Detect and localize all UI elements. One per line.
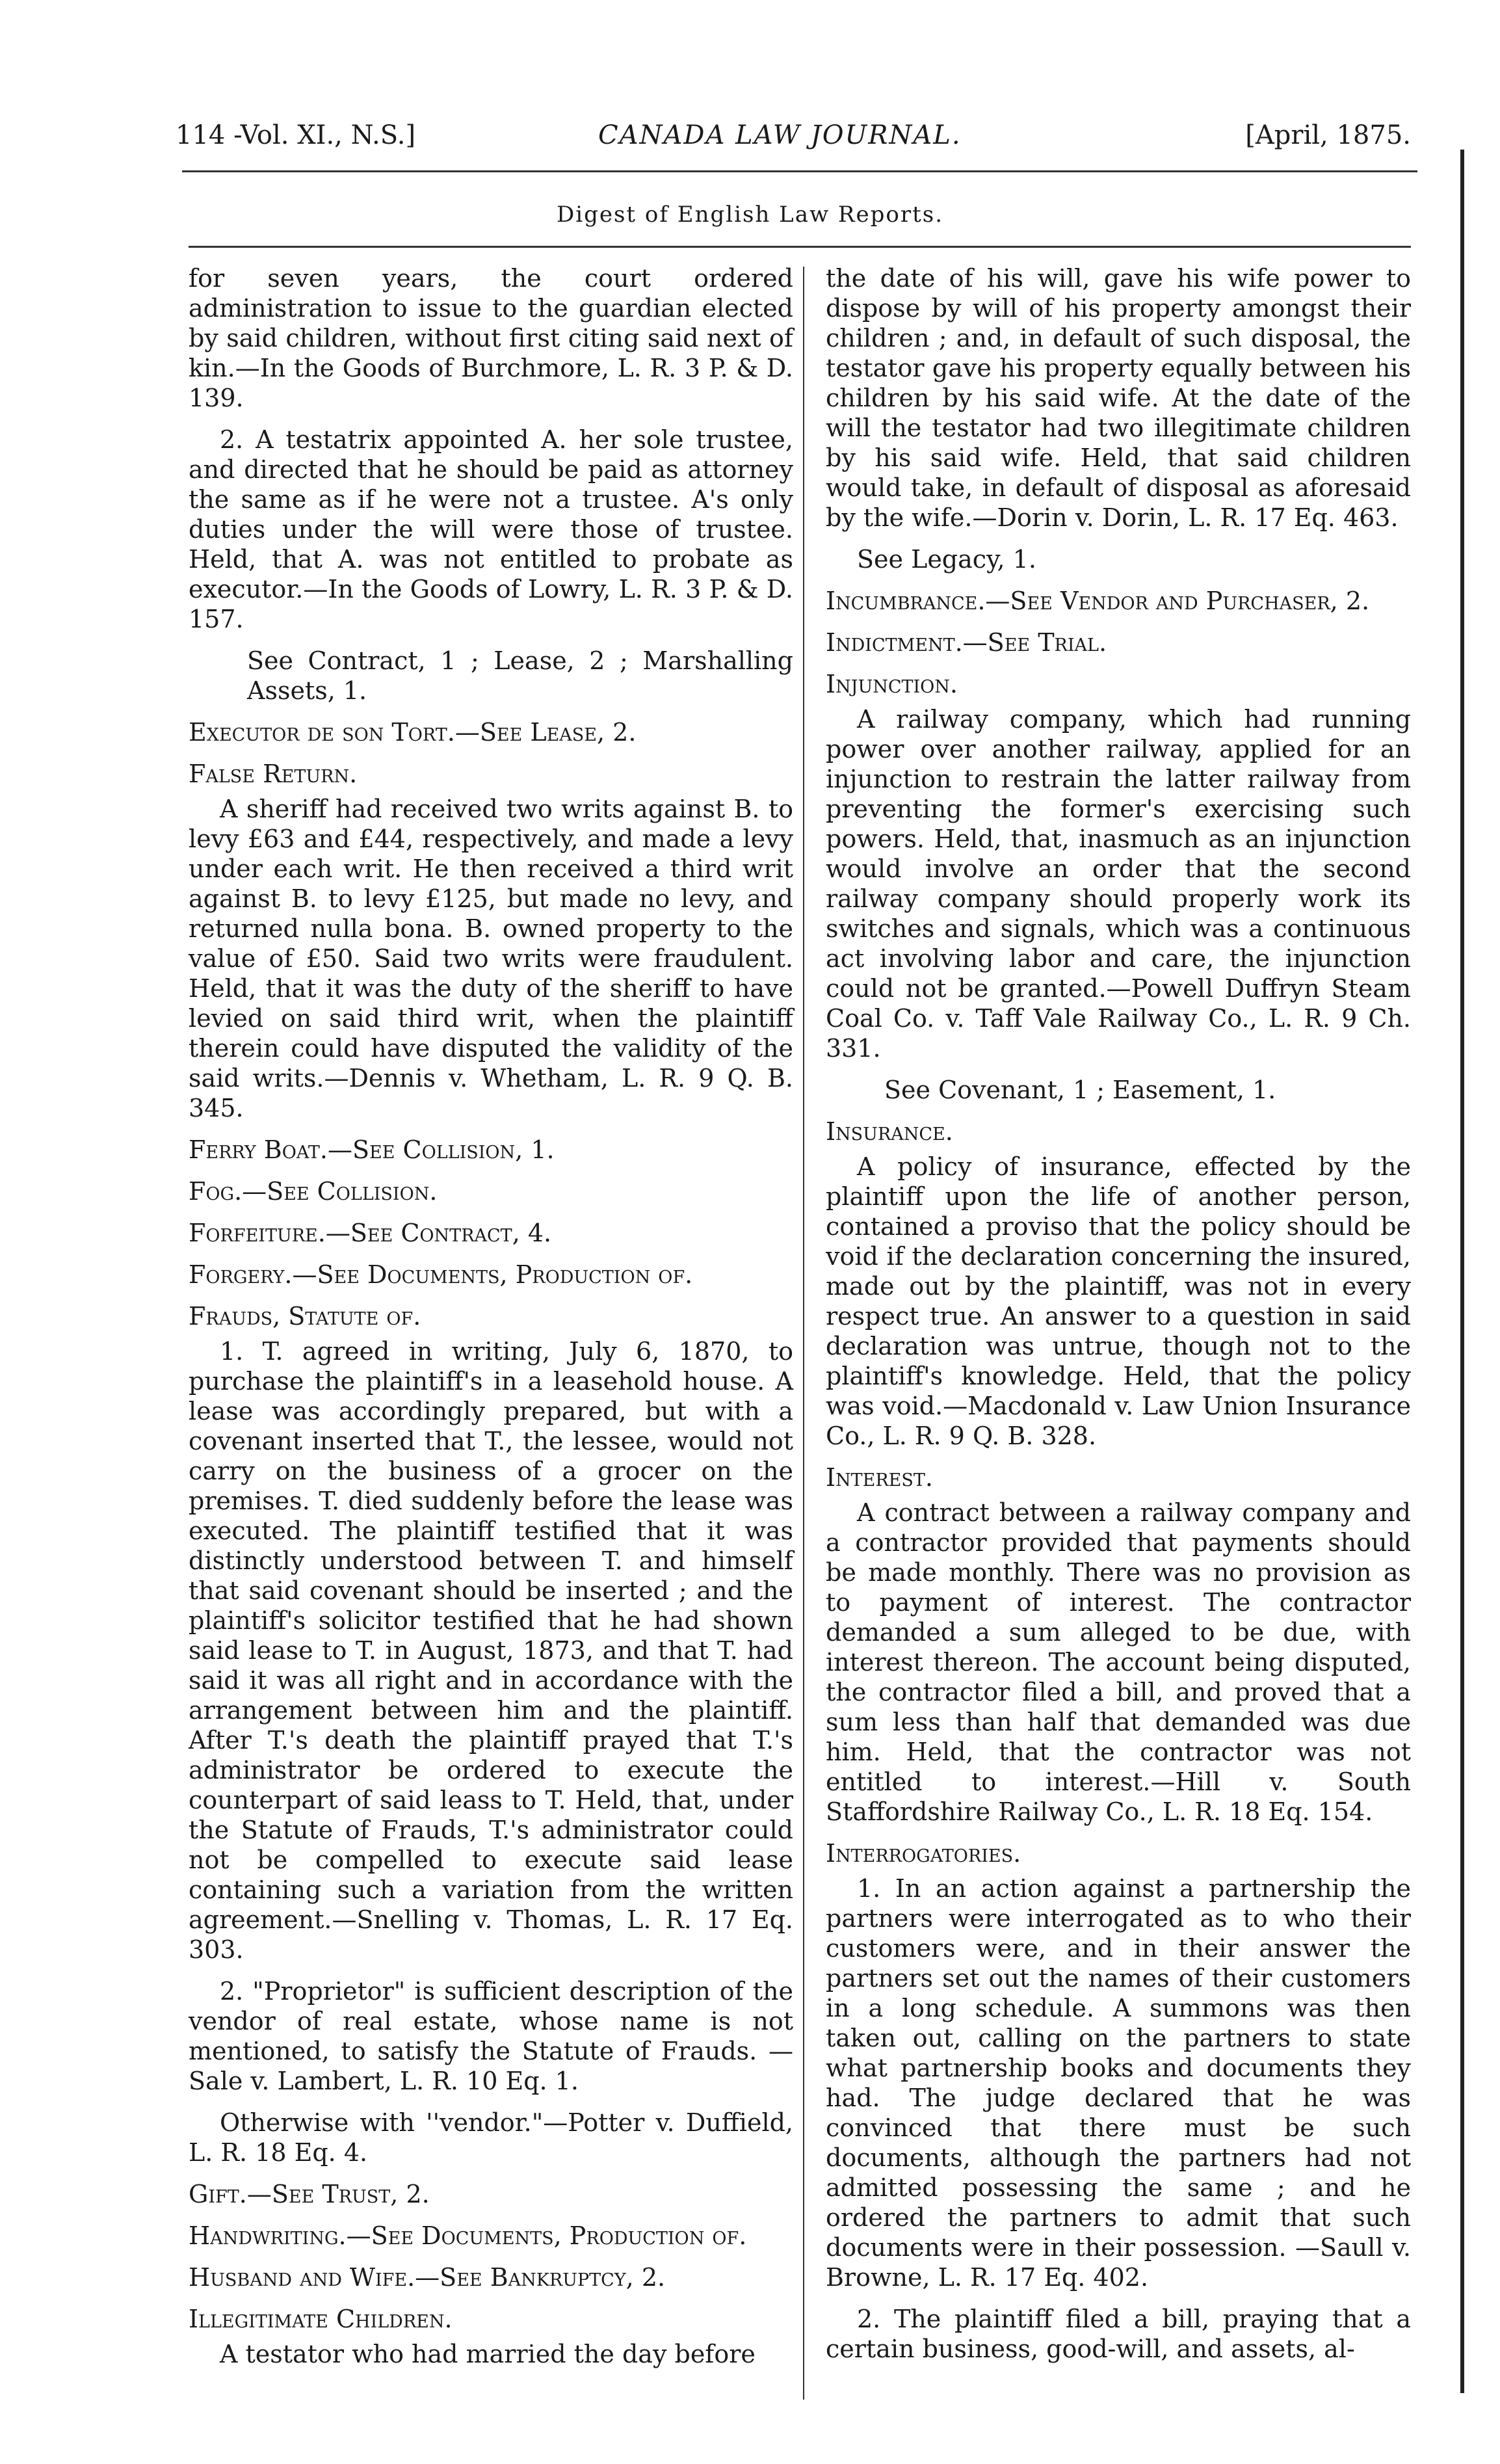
digest-paragraph: for seven years, the court ordered administration to issue to the guardian elected by said children, without first citing said next of kin.—In the Goods of Burchmore, L. R. 3 P. & D. 139. bbox=[189, 264, 793, 412]
digest-heading: Husband and Wife.—See Bankruptcy, 2. bbox=[189, 2263, 666, 2292]
digest-paragraph: See Legacy, 1. bbox=[857, 545, 1036, 574]
issue-date: [April, 1875. bbox=[1245, 120, 1411, 150]
volume-label: 114 -Vol. XI., N.S.] bbox=[176, 120, 416, 150]
digest-paragraph: 1. T. agreed in writing, July 6, 1870, to purchase the plaintiff's in a leasehold house. A lease was accordingly prepared, but with a covenant inserted that T., the lessee, would not carry on the business of a grocer on the premises. T. died suddenly before the lease was executed. The plaintiff testified that it was distinctly understood between T. and himself that said covenant should be inserted ; and the plaintiff's solicitor testified that he had shown said lease to T. in August, 1873, and that T. had said it was all right and in accordance with the arrangement between him and the plaintiff. After T.'s death the plaintiff prayed that T.'s administrator be ordered to execute the counterpart of said leass to T. Held, that, under the Statute of Frauds, T.'s administrator could not be compelled to execute said lease containing such a variation from the written agreement.—Snelling v. Thomas, L. R. 17 Eq. 303. bbox=[189, 1337, 793, 1964]
page-edge-shadow bbox=[1460, 150, 1464, 2393]
digest-paragraph: 2. A testatrix appointed A. her sole trustee, and directed that he should be paid as attorney the same as if he were not a trustee. A's only duties under the will were those of trustee. Held, that A. was not entitled to probate as executor.—In the Goods of Lowry, L. R. 3 P. & D. 157. bbox=[189, 425, 793, 633]
digest-heading: Forfeiture.—See Contract, 4. bbox=[189, 1219, 552, 1247]
digest-paragraph: A sheriff had received two writs against B. to levy £63 and £44, respectively, and made a levy under each writ. He then received a third writ against B. to levy £125, but made no levy, and returned nulla bona. B. owned property to the value of £50. Said two writs were fraudulent. Held, that it was the duty of the sheriff to have levied on said third writ, when the plaintiff therein could have disputed the validity of the said writs.—Dennis v. Whetham, L. R. 9 Q. B. 345. bbox=[189, 795, 793, 1122]
running-header bbox=[176, 120, 1411, 172]
digest-heading: Ferry Boat.—See Collision, 1. bbox=[189, 1135, 555, 1164]
digest-paragraph: Otherwise with ''vendor."—Potter v. Duffield, L. R. 18 Eq. 4. bbox=[189, 2108, 793, 2167]
digest-paragraph: A contract between a railway company and a contractor provided that payments should be made monthly. There was no provision as to payment of interest. The contractor demanded a sum alleged to be due, with interest thereon. The account being disputed, the contractor filed a bill, and proved that a sum less than half that demanded was due him. Held, that the contractor was not entitled to interest.—Hill v. South Staffordshire Railway Co., L. R. 18 Eq. 154. bbox=[826, 1498, 1411, 1826]
column-divider bbox=[803, 267, 804, 2400]
digest-heading: Incumbrance.—See Vendor and Purchaser, 2. bbox=[826, 587, 1370, 615]
digest-paragraph: See Contract, 1 ; Lease, 2 ; Marshalling Assets, 1. bbox=[247, 646, 793, 705]
section-title: Digest of English Law Reports. bbox=[556, 202, 944, 228]
digest-paragraph: the date of his will, gave his wife power to dispose by will of his property amongst their children ; and, in default of such disposal, the testator gave his property equally between his children by his said wife. At the date of the will the testator had two illegitimate children by his said wife. Held, that said children would take, in default of disposal as aforesaid by the wife.—Dorin v. Dorin, L. R. 17 Eq. 463. bbox=[826, 264, 1411, 532]
digest-heading: Handwriting.—See Documents, Production of. bbox=[189, 2221, 747, 2250]
digest-paragraph: A railway company, which had running power over another railway, applied for an injunction to restrain the latter railway from preventing the former's exercising such powers. Held, that, inasmuch as an injunction would involve an order that the second railway company should properly work its switches and signals, which was a continuous act involving labor and care, the injunction could not be granted.—Powell Duffryn Steam Coal Co. v. Taff Vale Railway Co., L. R. 9 Ch. 331. bbox=[826, 705, 1411, 1063]
digest-heading: Forgery.—See Documents, Production of. bbox=[189, 1260, 693, 1289]
digest-heading: False Return. bbox=[189, 760, 358, 788]
digest-paragraph: 2. "Proprietor" is sufficient description of the vendor of real estate, whose name is not mentioned, to satisfy the Statute of Frauds. —Sale v. Lambert, L. R. 10 Eq. 1. bbox=[189, 1977, 793, 2095]
digest-heading: Fog.—See Collision. bbox=[189, 1177, 438, 1206]
digest-paragraph: A testator who had married the day before bbox=[220, 2340, 756, 2368]
digest-heading: Indictment.—See Trial. bbox=[826, 628, 1107, 657]
section-rule bbox=[189, 246, 1411, 248]
journal-title: CANADA LAW JOURNAL. bbox=[598, 120, 962, 150]
digest-heading: Illegitimate Children. bbox=[189, 2305, 453, 2333]
digest-heading: Insurance. bbox=[826, 1117, 953, 1146]
left-column bbox=[189, 263, 793, 2381]
right-column bbox=[826, 263, 1411, 2376]
digest-heading: Interrogatories. bbox=[826, 1839, 1021, 1868]
digest-heading: Executor de son Tort.—See Lease, 2. bbox=[189, 718, 637, 747]
digest-heading: Gift.—See Trust, 2. bbox=[189, 2180, 430, 2208]
digest-paragraph: 2. The plaintiff filed a bill, praying that a certain business, good-will, and assets, al- bbox=[826, 2305, 1411, 2363]
header-rule bbox=[182, 170, 1417, 172]
digest-heading: Injunction. bbox=[826, 670, 958, 698]
digest-paragraph: A policy of insurance, effected by the plaintiff upon the life of another person, contained a proviso that the policy should be void if the declaration concerning the insured, made out by the plaintiff, was not in every respect true. An answer to a question in said declaration was untrue, though not to the plaintiff's knowledge. Held, that the policy was void.—Macdonald v. Law Union Insurance Co., L. R. 9 Q. B. 328. bbox=[826, 1152, 1411, 1450]
digest-heading: Frauds, Statute of. bbox=[189, 1302, 421, 1331]
digest-heading: Interest. bbox=[826, 1463, 933, 1492]
digest-paragraph: 1. In an action against a partnership the partners were interrogated as to who their customers were, and in their answer the partners set out the names of their customers in a long schedule. A summons was then taken out, calling on the partners to state what partnership books and documents they had. The judge declared that he was convinced that there must be such documents, although the partners had not admitted possessing the same ; and he ordered the partners to admit that such documents were in their possession. —Saull v. Browne, L. R. 17 Eq. 402. bbox=[826, 1874, 1411, 2292]
digest-paragraph: See Covenant, 1 ; Easement, 1. bbox=[884, 1076, 1276, 1104]
